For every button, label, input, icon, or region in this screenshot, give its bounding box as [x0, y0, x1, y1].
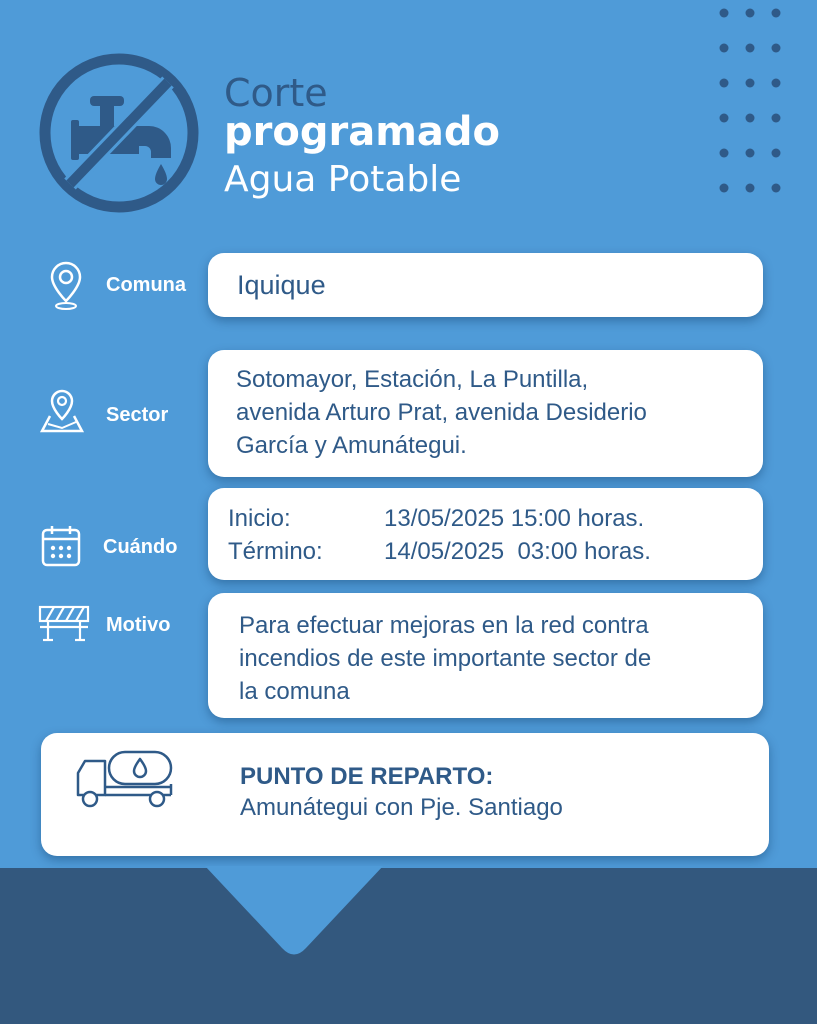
motivo-card — [208, 593, 763, 718]
map-pin-icon — [40, 388, 84, 434]
reparto-title: PUNTO DE REPARTO: — [240, 763, 494, 790]
sector-line-1: Sotomayor, Estación, La Puntilla, — [236, 366, 589, 393]
sector-line-2: avenida Arturo Prat, avenida Desiderio — [236, 399, 647, 426]
water-truck-icon — [75, 747, 175, 811]
inicio-label: Inicio: — [228, 505, 291, 532]
barrier-icon — [38, 604, 90, 642]
footer-band — [0, 868, 817, 1024]
calendar-icon — [40, 524, 82, 568]
title-programado: programado — [224, 109, 500, 155]
motivo-line-1: Para efectuar mejoras en la red contra — [239, 612, 649, 639]
title-agua-potable: Agua Potable — [224, 159, 462, 200]
down-arrow-shape — [205, 866, 383, 962]
motivo-label: Motivo — [106, 614, 171, 636]
sector-card — [208, 350, 763, 477]
reparto-card — [41, 733, 769, 856]
title-corte: Corte — [224, 71, 328, 115]
location-pin-icon — [48, 260, 84, 312]
termino-label: Término: — [228, 538, 323, 565]
comuna-label: Comuna — [106, 274, 186, 296]
motivo-line-3: la comuna — [239, 678, 350, 705]
sector-line-3: García y Amunátegui. — [236, 432, 467, 459]
comuna-value: Iquique — [237, 270, 326, 300]
reparto-address: Amunátegui con Pje. Santiago — [240, 794, 563, 821]
inicio-value: 13/05/2025 15:00 horas. — [384, 505, 645, 532]
termino-value: 14/05/2025 03:00 horas. — [384, 538, 651, 565]
sector-label: Sector — [106, 404, 169, 426]
cuando-card — [208, 488, 763, 580]
cuando-label: Cuándo — [103, 536, 178, 558]
motivo-line-2: incendios de este importante sector de — [239, 645, 652, 672]
no-water-tap-icon — [38, 52, 200, 214]
comuna-card — [208, 253, 763, 317]
decorative-dots — [718, 7, 788, 197]
